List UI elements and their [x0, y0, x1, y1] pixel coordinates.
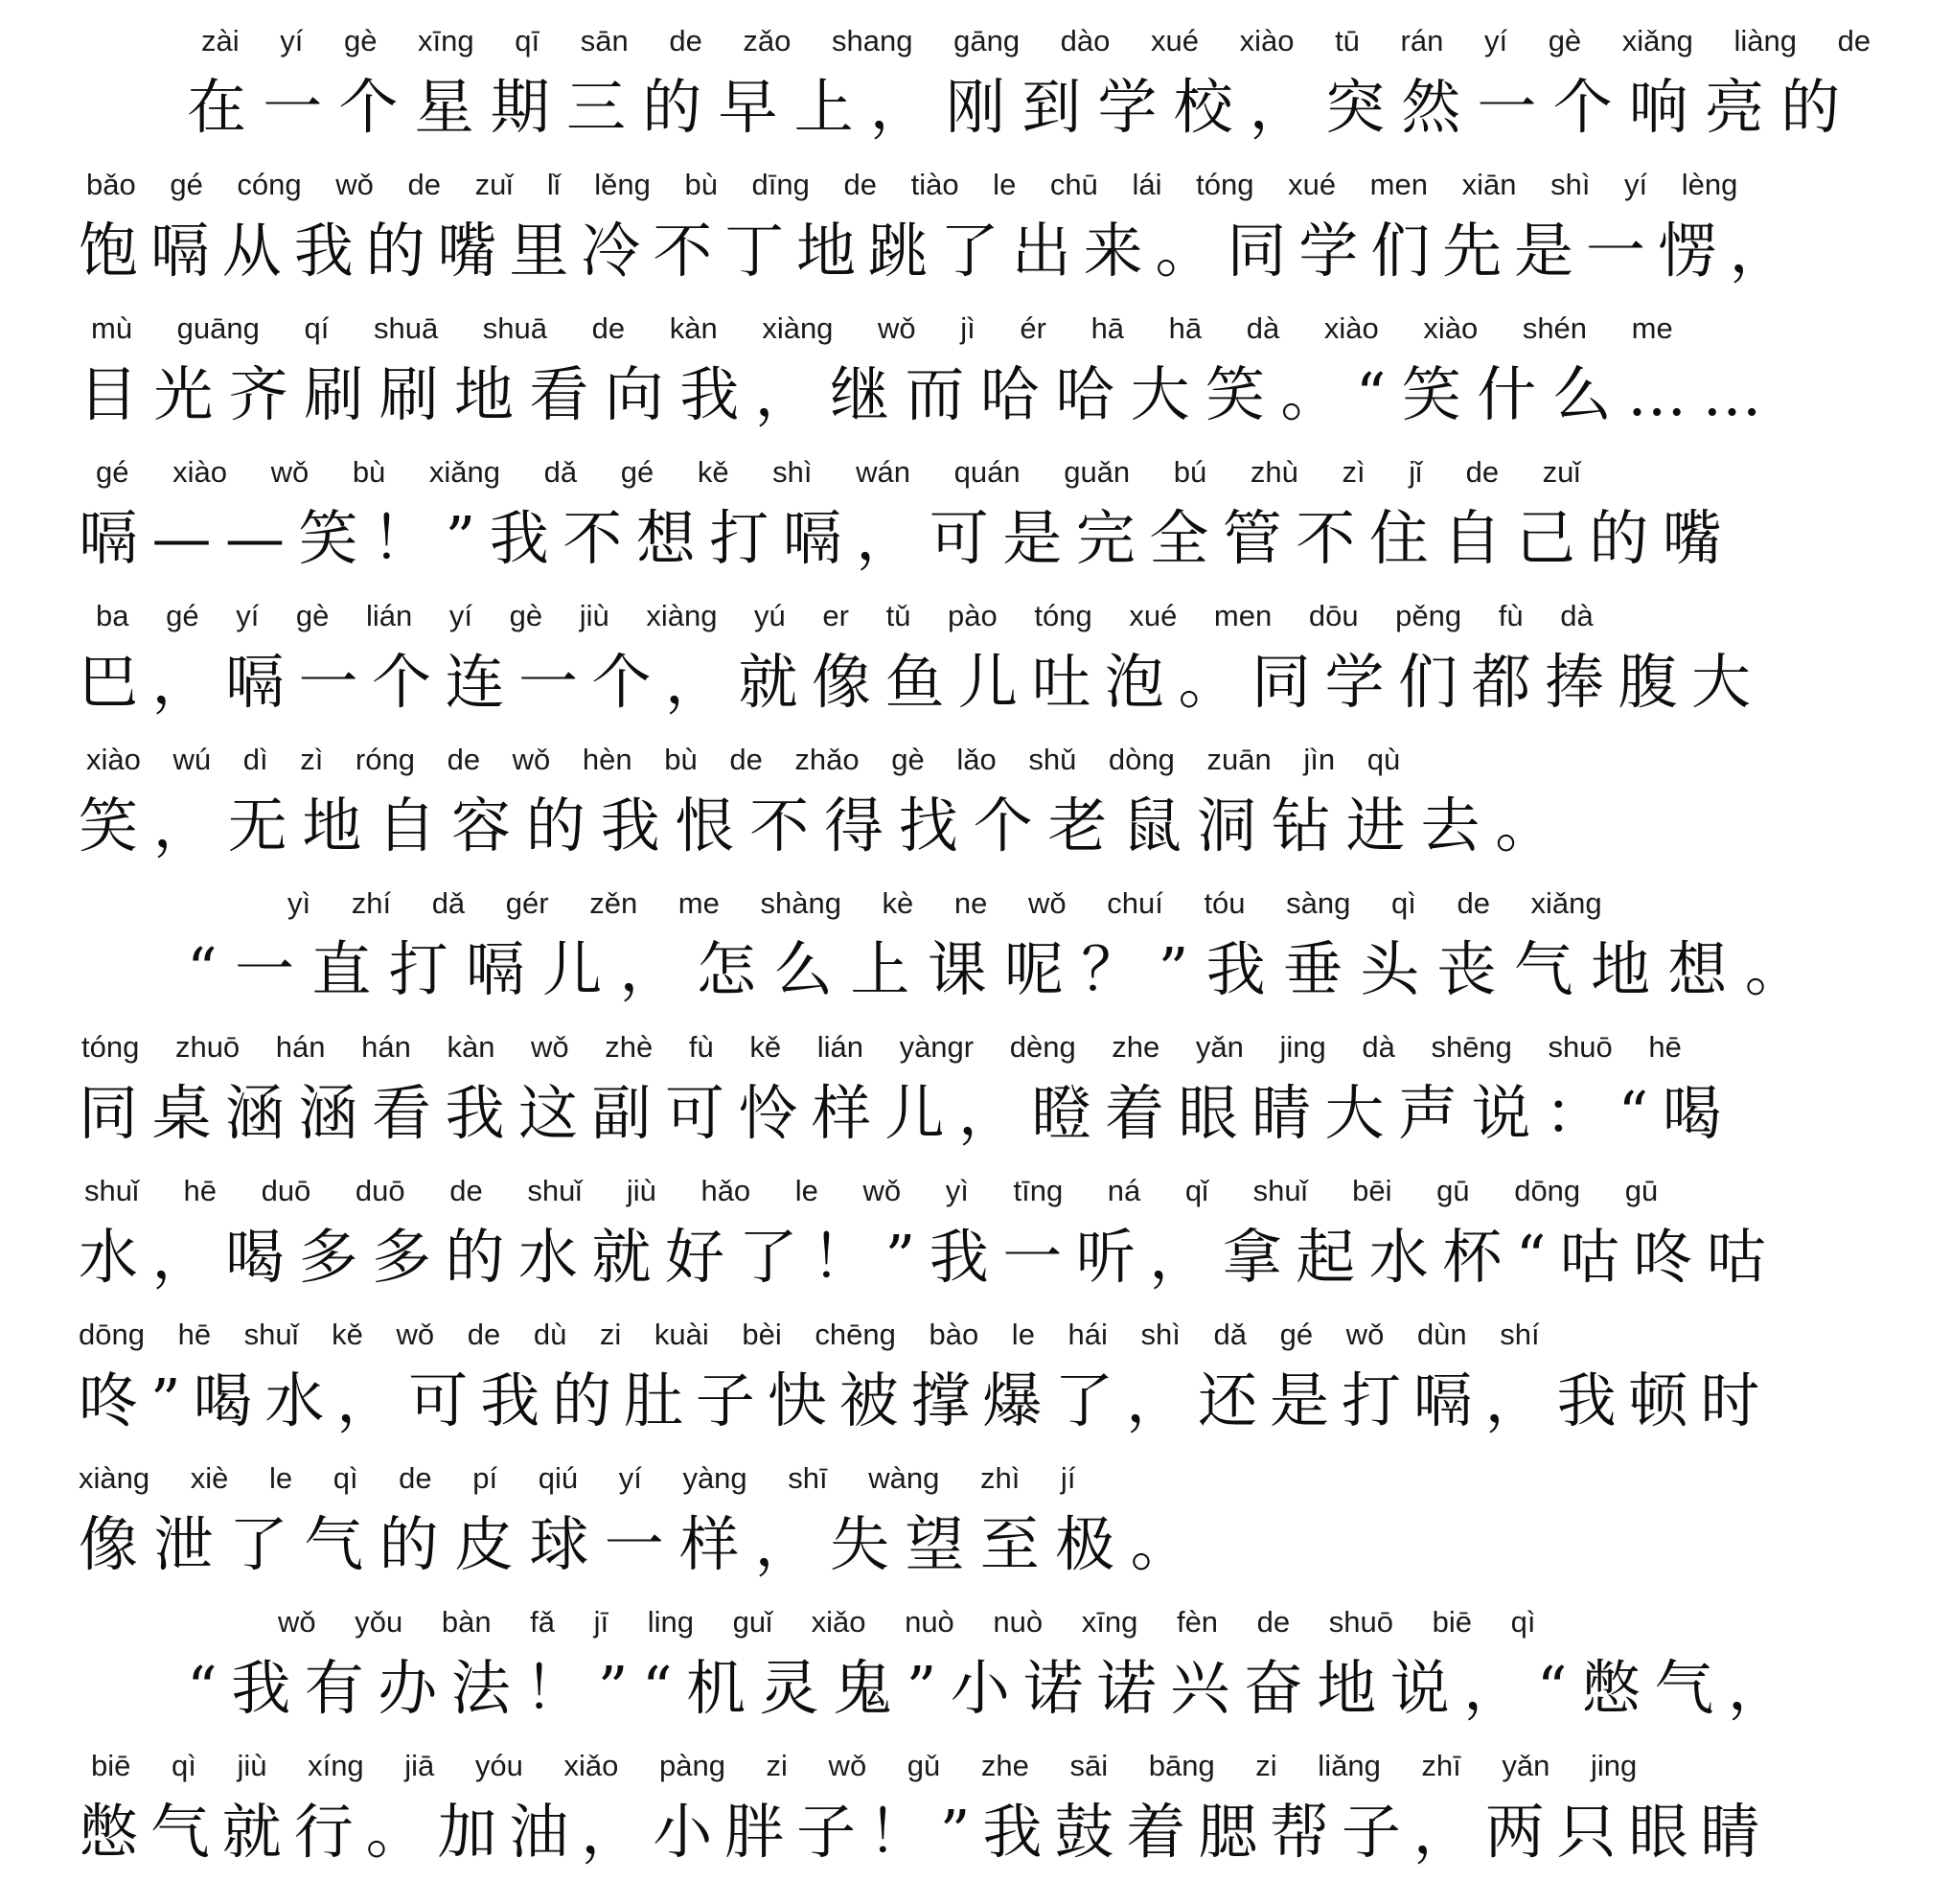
text-line-3: [0, 307, 1951, 450]
text-line-1: [0, 19, 1951, 163]
text-line-9: [0, 1169, 1951, 1313]
text-line-2: [0, 163, 1951, 307]
pinyin-row: bǎo gé cóng wǒ de zuǐ lǐ lěng bù dīng de tiào le chū lái tóng xué men xiān shì yí lèng: [86, 168, 1738, 201]
hanzi-row: 巴，嗝一个连一个，就像鱼儿吐泡。同学们都捧腹大: [79, 647, 1765, 717]
hanzi-row: 笑，无地自容的我恨不得找个老鼠洞钻进去。: [79, 791, 1571, 860]
text-line-4: [0, 450, 1951, 594]
text-line-6: [0, 738, 1951, 882]
pinyin-row: ba gé yí gè lián yí gè jiù xiàng yú er tǔ pào tóng xué men dōu pěng fù dà: [96, 599, 1594, 632]
hanzi-row: 像泄了气的皮球一样，失望至极。: [79, 1509, 1206, 1579]
hanzi-row: 嗝——笑！”我不想打嗝，可是完全管不住自己的嘴: [79, 503, 1736, 573]
hanzi-row: “我有办法！”“机灵鬼”小诺诺兴奋地说，“憋气，: [187, 1653, 1802, 1723]
text-line-13: [0, 1744, 1951, 1888]
pinyin-row: shuǐ hē duō duō de shuǐ jiù hǎo le wǒ yì tīng ná qǐ shuǐ bēi gū dōng gū: [84, 1174, 1659, 1207]
text-line-11: [0, 1457, 1951, 1600]
hanzi-row: 在一个星期三的早上，刚到学校，突然一个响亮的: [187, 72, 1857, 142]
text-line-12: [0, 1600, 1951, 1744]
pinyin-row: zài yí gè xīng qī sān de zǎo shang gāng dào xué xiào tū rán yí gè xiǎng liàng de: [201, 24, 1871, 57]
pinyin-row: tóng zhuō hán hán kàn wǒ zhè fù kě lián yàngr dèng zhe yǎn jing dà shēng shuō hē: [81, 1030, 1682, 1064]
pinyin-row: xiào wú dì zì róng de wǒ hèn bù de zhǎo gè lǎo shǔ dòng zuān jìn qù: [86, 743, 1401, 776]
pinyin-row: biē qì jiù xíng jiā yóu xiǎo pàng zi wǒ gǔ zhe sāi bāng zi liǎng zhī yǎn jing: [91, 1749, 1638, 1782]
pinyin-row: mù guāng qí shuā shuā de kàn xiàng wǒ jì ér hā hā dà xiào xiào shén me: [91, 311, 1673, 345]
text-line-5: [0, 594, 1951, 738]
text-line-10: [0, 1313, 1951, 1457]
pinyin-row: xiàng xiè le qì de pí qiú yí yàng shī wàng zhì jí: [79, 1461, 1076, 1495]
text-line-7: [0, 882, 1951, 1025]
hanzi-row: “一直打嗝儿，怎么上课呢？”我垂头丧气地想。: [187, 934, 1822, 1004]
pinyin-row: yì zhí dǎ gér zěn me shàng kè ne wǒ chuí tóu sàng qì de xiǎng: [287, 886, 1602, 920]
hanzi-row: 水，喝多多的水就好了！”我一听，拿起水杯“咕咚咕: [79, 1222, 1780, 1292]
hanzi-row: 饱嗝从我的嘴里冷不丁地跳了出来。同学们先是一愣，: [79, 216, 1802, 286]
hanzi-row: 憋气就行。加油，小胖子！”我鼓着腮帮子，两只眼睛: [79, 1797, 1773, 1867]
hanzi-row: 咚”喝水，可我的肚子快被撑爆了，还是打嗝，我顿时: [79, 1365, 1773, 1435]
pinyin-row: wǒ yǒu bàn fǎ jī ling guǐ xiǎo nuò nuò xīng fèn de shuō biē qì: [278, 1605, 1536, 1639]
text-line-8: [0, 1025, 1951, 1169]
hanzi-row: 同桌涵涵看我这副可怜样儿，瞪着眼睛大声说：“喝: [79, 1078, 1736, 1148]
pinyin-row: dōng hē shuǐ kě wǒ de dù zi kuài bèi chēng bào le hái shì dǎ gé wǒ dùn shí: [79, 1318, 1540, 1351]
hanzi-row: 目光齐刷刷地看向我，继而哈哈大笑。“笑什么……: [79, 359, 1778, 429]
pinyin-row: gé xiào wǒ bù xiǎng dǎ gé kě shì wán quán guǎn bú zhù zì jǐ de zuǐ: [96, 455, 1581, 489]
